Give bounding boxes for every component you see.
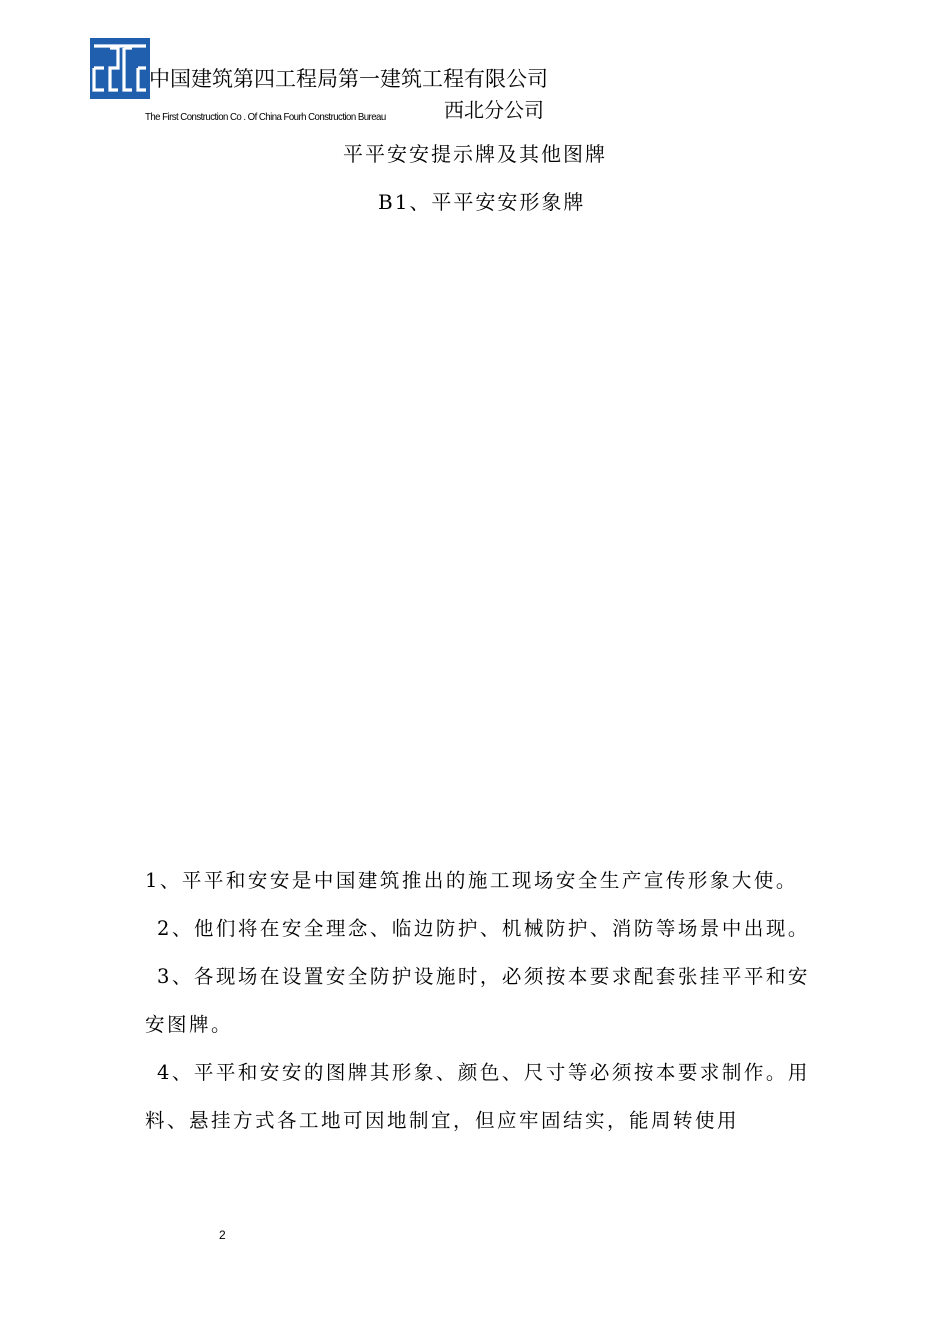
page-number: 2 [219,1228,226,1242]
body-text [145,857,815,1145]
paragraph-4-cont: 料、悬挂方式各工地可因地制宜，但应牢固结实，能周转使用 [145,1109,740,1132]
section-title: B1、平平安安形象牌 [378,190,586,214]
company-name-cn: 中国建筑第四工程局第一建筑工程有限公司 [149,67,548,91]
branch-name: 西北分公司 [444,98,544,122]
paragraph-2: 2、他们将在安全理念、临边防护、机械防护、消防等场景中出现。 [157,917,810,940]
paragraph-3: 3、各现场在设置安全防护设施时，必须按本要求配套张挂平平和安 [157,965,810,988]
company-name-en: The First Construction Co . Of China Fourh Construction Bureau [145,111,386,123]
paragraph-3-cont: 安图牌。 [145,1013,234,1036]
document-title: 平平安安提示牌及其他图牌 [343,142,607,166]
paragraph-4: 4、平平和安安的图牌其形象、颜色、尺寸等必须按本要求制作。用 [157,1061,810,1084]
cscec-logo-icon [90,38,150,99]
paragraph-1: 1、平平和安安是中国建筑推出的施工现场安全生产宣传形象大使。 [145,869,798,892]
